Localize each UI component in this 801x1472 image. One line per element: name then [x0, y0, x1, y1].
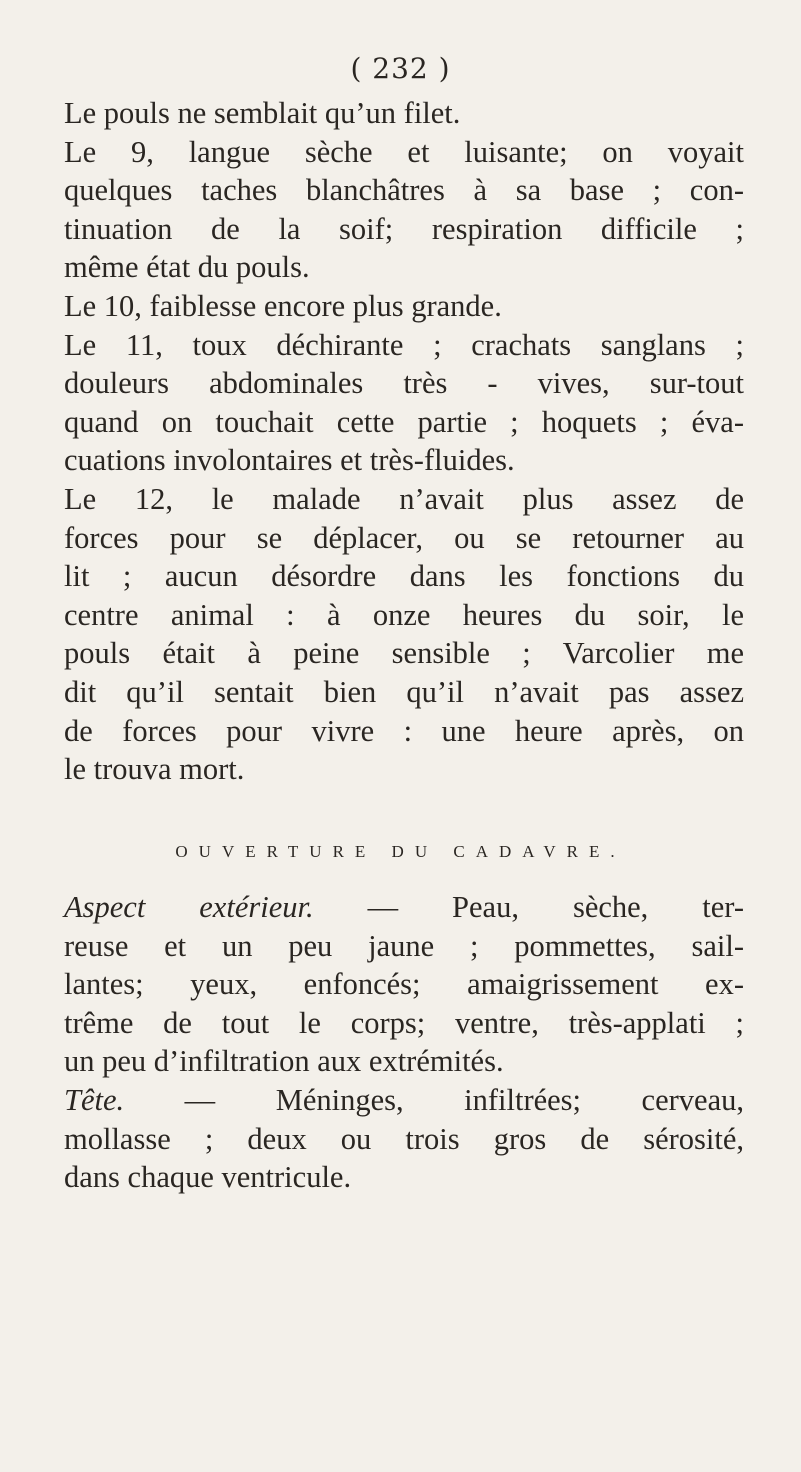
text-line [64, 1081, 744, 1120]
tete-first-line: — Méninges, infiltrées; cerveau, [124, 1082, 744, 1117]
text-line: même état du pouls. [64, 250, 310, 285]
text-line: Le 10, faiblesse encore plus grande. [64, 288, 502, 323]
text-line: dans chaque ventricule. [64, 1160, 352, 1195]
text-line: cuations involontaires et très-fluides. [64, 443, 515, 478]
text-line: Le 11, toux déchirante ; crachats sanglans ; [64, 327, 744, 362]
text-line: tinuation de la soif; respiration difficile ; [64, 211, 744, 246]
text-block-top [64, 94, 744, 789]
text-line: trême de tout le corps; ventre, très-applati ; [64, 1005, 744, 1040]
text-line: pouls était à peine sensible ; Varcolier me [64, 636, 744, 671]
aspect-first-line: — Peau, sèche, ter- [313, 890, 744, 924]
aspect-label: Aspect extérieur. [64, 890, 314, 924]
text-line: douleurs abdominales très - vives, sur-tout [64, 366, 744, 401]
text-line: de forces pour vivre : une heure après, on [64, 713, 744, 748]
text-line: mollasse ; deux ou trois gros de sérosité, [64, 1121, 744, 1156]
tete-label: Tête. [64, 1082, 125, 1117]
text-line [64, 888, 744, 927]
text-block-bottom [64, 888, 744, 1197]
text-line: forces pour se déplacer, ou se retourner au [64, 520, 744, 555]
text-line: le trouva mort. [64, 752, 245, 787]
text-line: centre animal : à onze heures du soir, le [64, 597, 744, 632]
text-line: Le 12, le malade n’avait plus assez de [64, 481, 744, 516]
text-line: quelques taches blanchâtres à sa base ; con- [64, 173, 744, 208]
text-line: Le 9, langue sèche et luisante; on voyait [64, 134, 744, 169]
text-line: quand on touchait cette partie ; hoquets ; éva- [64, 404, 744, 439]
text-line: dit qu’il sentait bien qu’il n’avait pas assez [64, 674, 744, 709]
section-heading: OUVERTURE DU CADAVRE. [175, 842, 626, 861]
text-line: un peu d’infiltration aux extrémités. [64, 1044, 504, 1079]
page-number: ( 232 ) [350, 52, 451, 85]
text-line: reuse et un peu jaune ; pommettes, sail- [64, 928, 744, 963]
text-line: lit ; aucun désordre dans les fonctions du [64, 559, 744, 594]
text-line: lantes; yeux, enfoncés; amaigrissement ex- [64, 967, 744, 1002]
text-line: Le pouls ne semblait qu’un filet. [64, 96, 461, 130]
